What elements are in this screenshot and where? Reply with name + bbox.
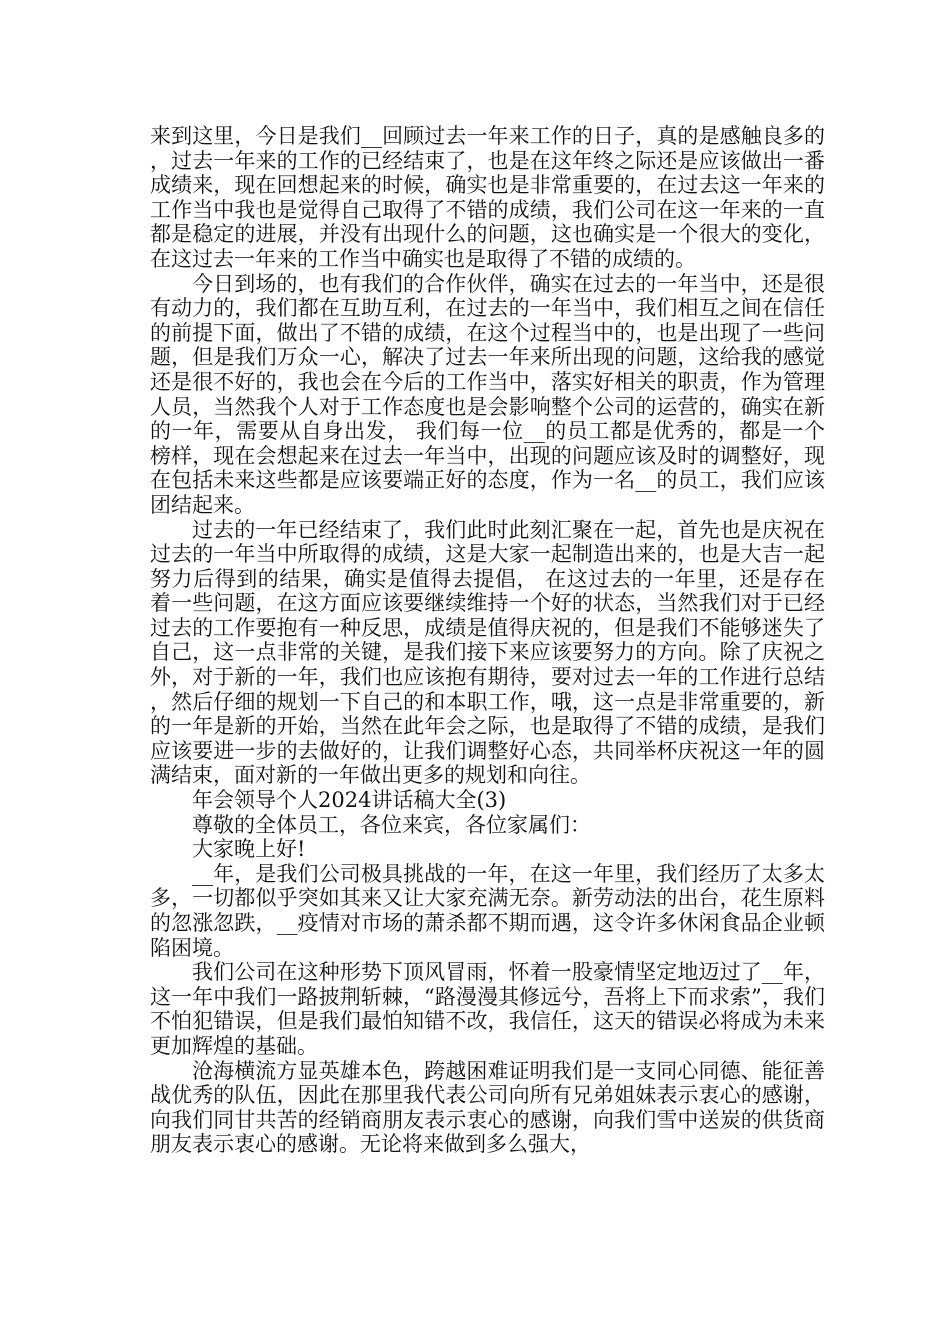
paragraph-4: __年，是我们公司极具挑战的一年，在这一年里，我们经历了太多太多，一切都似乎突如其来又让大家充满无奈。新劳动法的出台，花生原料的忽涨忽跌，__疫情对市场的萧杀都不期而遇，这令许多休闲食品企业顿陷困境。	[150, 861, 825, 960]
greeting: 大家晚上好!	[192, 837, 306, 862]
document-page	[150, 124, 825, 1157]
paragraph-3: 过去的一年已经结束了，我们此时此刻汇聚在一起，首先也是庆祝在过去的一年当中所取得的成绩，这是大家一起制造出来的，也是大吉一起努力后得到的结果，确实是值得去提倡， 在这过去的一年里，还是存在着一些问题，在这方面应该要继续维持一个好的状态，当然我们对于已经过去的工作要抱有一种反思，成绩是值得庆祝的，但是我们不能够迷失了自己，这一点非常的关键，是我们接下来应该要努力的方向。除了庆祝之外，对于新的一年，我们也应该抱有期待，要对过去一年的工作进行总结，然后仔细的规划一下自己的和本职工作，哦，这一点是非常重要的，新的一年是新的开始，当然在此年会之际，也是取得了不错的成绩，是我们应该要进一步的去做好的，让我们调整好心态，共同举杯庆祝这一年的圆满结束，面对新的一年做出更多的规划和向往。	[150, 517, 825, 788]
paragraph-5: 我们公司在这种形势下顶风冒雨，怀着一股豪情坚定地迈过了__年，这一年中我们一路披荆斩棘，“路漫漫其修远兮，吾将上下而求索”，我们不怕犯错误，但是我们最怕知错不改，我信任，这天的错误必将成为未来更加辉煌的基础。	[150, 960, 825, 1058]
paragraph-1: 来到这里，今日是我们__回顾过去一年来工作的日子，真的是感触良多的，过去一年来的工作的已经结束了，也是在这年终之际还是应该做出一番成绩来，现在回想起来的时候，确实也是非常重要的，在过去这一年来的工作当中我也是觉得自己取得了不错的成绩，我们公司在这一年来的一直都是稳定的进展，并没有出现什么的问题，这也确实是一个很大的变化，在这过去一年来的工作当中确实也是取得了不错的成绩的。	[150, 124, 825, 271]
salutation: 尊敬的全体员工，各位来宾，各位家属们：	[192, 812, 591, 837]
paragraph-2: 今日到场的，也有我们的合作伙伴，确实在过去的一年当中，还是很有动力的，我们都在互助互利，在过去的一年当中，我们相互之间在信任的前提下面，做出了不错的成绩，在这个过程当中的，也是出现了一些问题，但是我们万众一心，解决了过去一年来所出现的问题，这给我的感觉还是很不好的，我也会在今后的工作当中，落实好相关的职责，作为管理人员，当然我个人对于工作态度也是会影响整个公司的运营的，确实在新的一年，需要从自身出发， 我们每一位__的员工都是优秀的，都是一个榜样，现在会想起来在过去一年当中，出现的问题应该及时的调整好，现在包括未来这些都是应该要端正好的态度，作为一名__的员工，我们应该团结起来。	[150, 271, 825, 517]
section-heading: 年会领导个人2024讲话稿大全(3)	[192, 788, 507, 813]
paragraph-6: 沧海横流方显英雄本色，跨越困难证明我们是一支同心同德、能征善战优秀的队伍，因此在那里我代表公司向所有兄弟姐妹表示衷心的感谢，向我们同甘共苦的经销商朋友表示衷心的感谢，向我们雪中送炭的供货商朋友表示衷心的感谢。无论将来做到多么强大，	[150, 1058, 825, 1157]
